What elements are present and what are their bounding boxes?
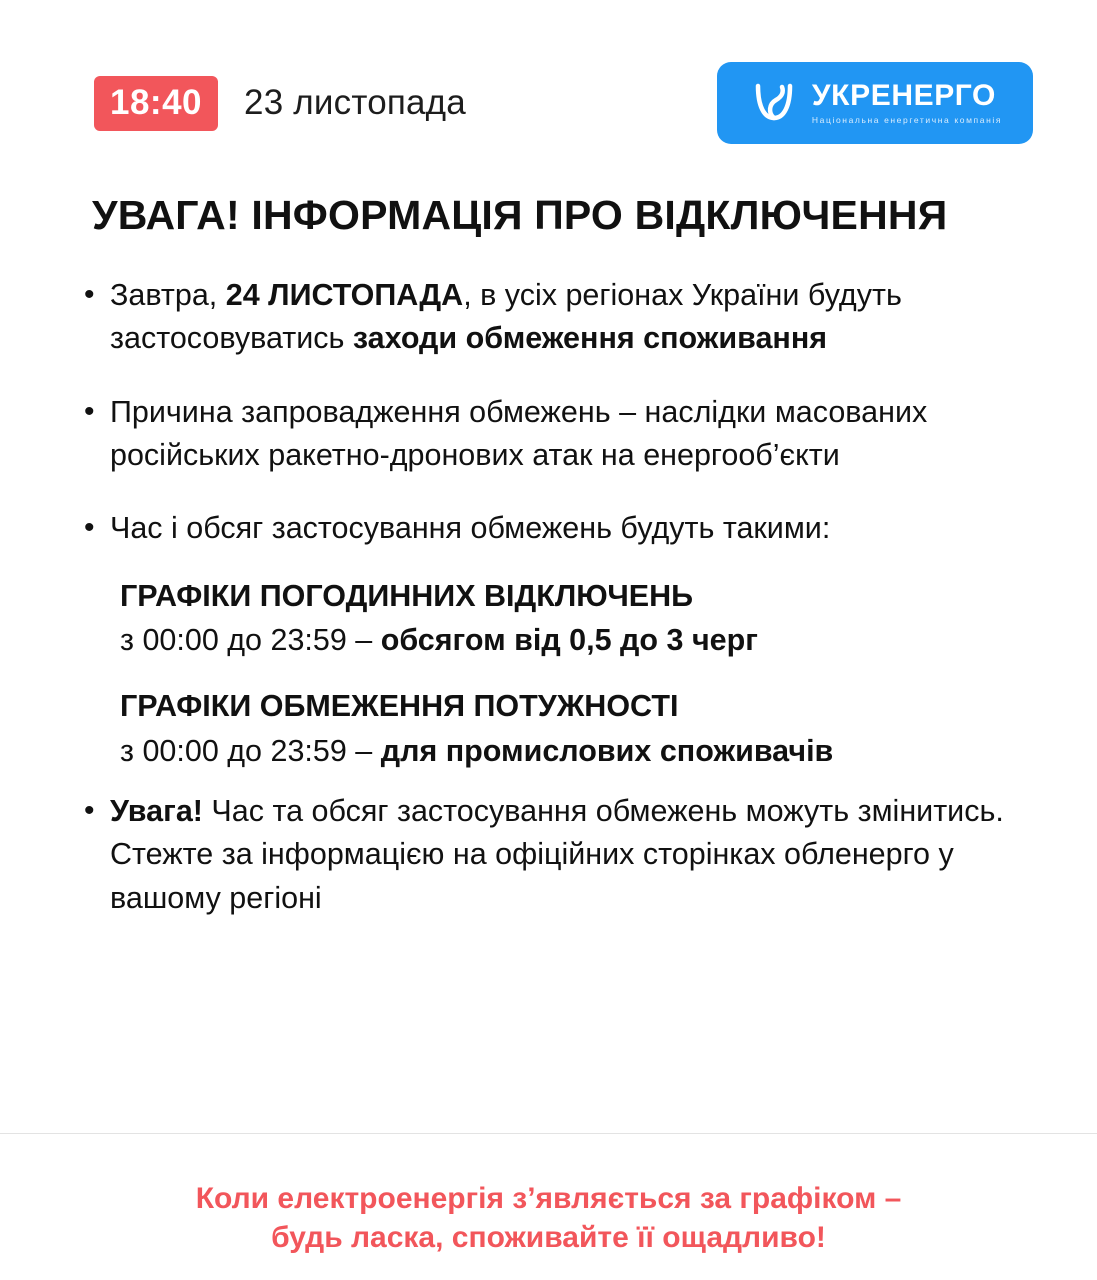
bullet-text-1: Завтра, 24 ЛИСТОПАДА, в усіх регіонах України будуть застосовуватись заходи обмеження споживання [110,278,902,356]
schedule-block-hourly [120,577,1019,662]
bullet-marker: • [84,511,95,545]
content-body [84,274,1019,920]
bullet-marker: • [84,794,95,828]
logo-title: УКРЕНЕРГО [811,79,996,113]
footer-note [0,1179,1097,1258]
schedule-line-power: з 00:00 до 23:59 – для промислових споживачів [120,733,834,768]
ukrenergo-mark-icon [748,80,800,126]
date-label: 23 листопада [244,83,466,122]
bullet-item-1 [84,274,1019,361]
schedule-line-hourly: з 00:00 до 23:59 – обсягом від 0,5 до 3 черг [120,623,758,658]
footer-line-1: Коли електроенергія з’являється за графіком – [195,1181,902,1215]
bullet-text-2: Причина запровадження обмежень – наслідки масованих російських ракетно-дронових атак на енергооб’єкти [110,394,928,472]
bullet-marker: • [84,278,95,312]
bullet-text-3: Час і обсяг застосування обмежень будуть такими: [110,511,831,546]
header-left [94,76,466,131]
ukrenergo-logo [717,62,1033,144]
header [0,0,1097,144]
bullet-item-3 [84,507,1019,550]
footer-divider [0,1133,1097,1134]
bullet-marker: • [84,394,95,428]
bullet-item-2 [84,391,1019,478]
time-badge: 18:40 [94,76,218,131]
schedule-heading-hourly: ГРАФІКИ ПОГОДИННИХ ВІДКЛЮЧЕНЬ [120,578,694,613]
warning-text: Увага! Час та обсяг застосування обмежень можуть змінитись. Стежте за інформацією на офіційних сторінках обленерго у вашому регіоні [110,794,1004,915]
page-title: УВАГА! ІНФОРМАЦІЯ ПРО ВІДКЛЮЧЕННЯ [92,192,948,238]
spacer [84,776,1019,790]
footer-line-2: будь ласка, споживайте її ощадливо! [271,1221,826,1255]
bullet-item-warning [84,790,1019,920]
logo-text [812,81,1002,125]
schedule-block-power [120,687,1019,772]
schedule-heading-power: ГРАФІКИ ОБМЕЖЕННЯ ПОТУЖНОСТІ [120,689,679,724]
logo-tagline: Національна енергетична компанія [811,115,1003,126]
